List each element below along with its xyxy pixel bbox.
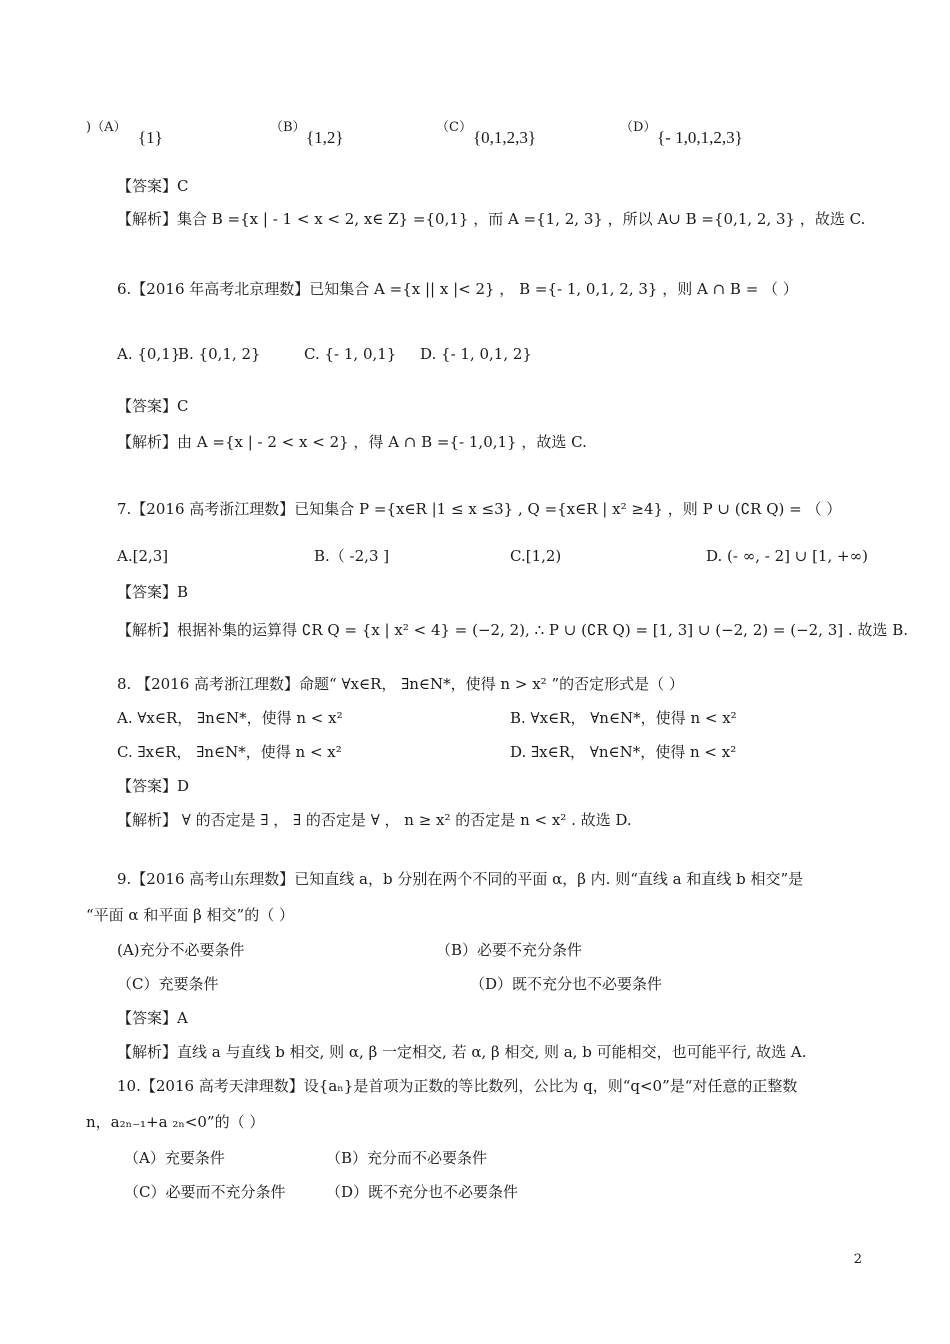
q9-stem-line1: 9.【2016 高考山东理数】已知直线 a，b 分别在两个不同的平面 α，β 内. 则“直线 a 和直线 b 相交”是: [117, 870, 804, 888]
q6-analysis: 【解析】由 A ={x | - 2 < x < 2} ，得 A ∩ B ={- 1,0,1} ，故选 C.: [117, 433, 587, 451]
q10-option-b: （B）充分而不必要条件: [326, 1149, 488, 1167]
q6-option-c: C. {- 1, 0,1}: [304, 345, 397, 363]
q5-option-b-label: （B）: [270, 120, 306, 135]
q8-analysis: 【解析】 ∀ 的否定是 ∃ ， ∃ 的否定是 ∀ ， n ≥ x² 的否定是 n < x² . 故选 D.: [117, 811, 632, 829]
q5-option-c-value: {0,1,2,3}: [473, 128, 537, 147]
q9-stem-line2: “平面 α 和平面 β 相交”的（ ）: [86, 906, 294, 924]
q6-option-d: D. {- 1, 0,1, 2}: [420, 345, 532, 363]
q9-option-b: （B）必要不充分条件: [436, 941, 583, 959]
q9-answer: 【答案】A: [117, 1009, 188, 1027]
q9-option-c: （C）充要条件: [117, 975, 219, 993]
q10-option-c: （C）必要而不充分条件: [124, 1183, 286, 1201]
q5-option-b-value: {1,2}: [306, 128, 344, 147]
q7-stem: 7.【2016 高考浙江理数】已知集合 P ={x∈R |1 ≤ x ≤3} , Q ={x∈R | x² ≥4} ，则 P ∪ (∁R Q) = （ ）: [117, 500, 842, 518]
q6-stem: 6.【2016 年高考北京理数】已知集合 A ={x || x |< 2} ， B ={- 1, 0,1, 2, 3} ，则 A ∩ B = （ ）: [117, 280, 798, 298]
q9-analysis: 【解析】直线 a 与直线 b 相交, 则 α, β 一定相交, 若 α, β 相交, 则 a, b 可能相交，也可能平行, 故选 A.: [117, 1043, 807, 1061]
q10-option-a: （A）充要条件: [124, 1149, 225, 1167]
q8-option-b: B. ∀x∈R， ∀n∈N*，使得 n < x²: [510, 709, 737, 727]
q7-analysis: 【解析】根据补集的运算得 ∁R Q = {x | x² < 4} = (−2, 2), ∴ P ∪ (∁R Q) = [1, 3] ∪ (−2, 2) = (−2, 3] . 故选 B.: [117, 621, 908, 639]
q10-stem-line1: 10.【2016 高考天津理数】设{aₙ}是首项为正数的等比数列，公比为 q，则“q<0”是“对任意的正整数: [117, 1077, 798, 1095]
q5-option-a-value: {1}: [138, 128, 163, 147]
q6-answer: 【答案】C: [117, 397, 189, 415]
q8-answer: 【答案】D: [117, 777, 190, 795]
q10-option-d: （D）既不充分也不必要条件: [326, 1183, 519, 1201]
q5-option-d-label: （D）: [620, 120, 657, 135]
q5-answer: 【答案】C: [117, 177, 189, 195]
q6-option-a: A. {0,1}: [117, 345, 181, 363]
q5-option-c-label: （C）: [436, 120, 472, 135]
q8-stem: 8. 【2016 高考浙江理数】命题“ ∀x∈R， ∃n∈N*，使得 n > x² ”的否定形式是（ ）: [117, 675, 684, 693]
q5-option-d-value: {- 1,0,1,2,3}: [657, 128, 743, 147]
q9-option-a: (A)充分不必要条件: [117, 941, 245, 959]
q8-option-a: A. ∀x∈R， ∃n∈N*，使得 n < x²: [117, 709, 343, 727]
q7-answer: 【答案】B: [117, 583, 189, 601]
q5-analysis: 【解析】集合 B ={x | - 1 < x < 2, x∈ Z} ={0,1} ，而 A ={1, 2, 3} ，所以 A∪ B ={0,1, 2, 3} ，故选 C.: [117, 210, 866, 228]
page-number: 2: [853, 1252, 862, 1267]
q7-option-c: C.[1,2): [510, 547, 562, 565]
q7-option-b: B.（ -2,3 ]: [314, 547, 390, 565]
q6-option-b: B. {0,1, 2}: [178, 345, 261, 363]
q5-option-a-label: )（A）: [86, 120, 127, 135]
q7-option-a: A.[2,3]: [117, 547, 169, 565]
q10-stem-line2: n，a₂ₙ₋₁+a ₂ₙ<0”的（ ）: [86, 1113, 265, 1131]
q7-option-d: D. (- ∞, - 2] ∪ [1, +∞): [706, 547, 868, 565]
q8-option-c: C. ∃x∈R， ∃n∈N*，使得 n < x²: [117, 743, 342, 761]
q9-option-d: （D）既不充分也不必要条件: [470, 975, 663, 993]
q8-option-d: D. ∃x∈R， ∀n∈N*，使得 n < x²: [510, 743, 737, 761]
